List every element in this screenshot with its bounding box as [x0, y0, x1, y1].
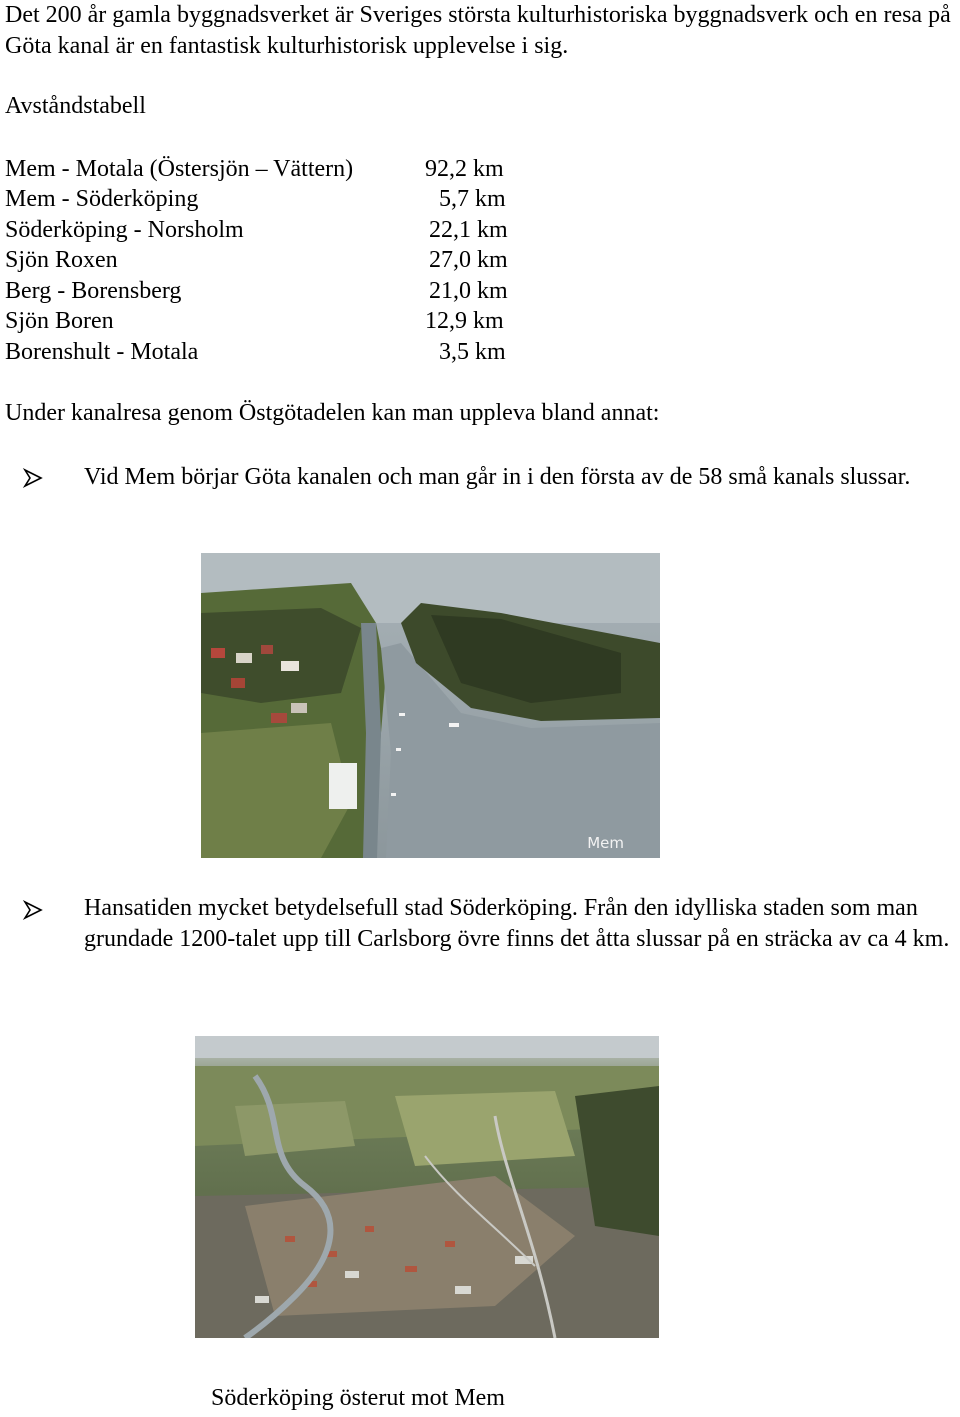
route-distance: 3,5 km	[439, 339, 506, 365]
intro-paragraph: Det 200 år gamla byggnadsverket är Sveriges största kulturhistoriska byggnadsverk och en resa på Göta kanal är en fantastisk kulturhistorisk upplevelse i sig.	[5, 2, 951, 59]
route-distance: 21,0 km	[429, 278, 508, 304]
mem-aerial-photo	[201, 553, 660, 858]
mem-photo-image	[201, 553, 660, 858]
route-distance: 22,1 km	[429, 217, 508, 243]
route-distance: 27,0 km	[429, 247, 508, 273]
route-distance: 12,9 km	[425, 308, 504, 334]
arrowhead-bullet-icon	[22, 899, 44, 921]
route-distance: 5,7 km	[439, 186, 506, 212]
route-name: Sjön Boren	[5, 308, 114, 334]
arrowhead-bullet-icon	[22, 467, 44, 489]
photo-caption: Söderköping österut mot Mem	[211, 1385, 505, 1411]
route-name: Sjön Roxen	[5, 247, 118, 273]
route-name: Mem - Söderköping	[5, 186, 199, 212]
distance-table-heading: Avståndstabell	[5, 93, 146, 119]
soderkoping-photo-image	[195, 1036, 659, 1338]
route-name: Borenshult - Motala	[5, 339, 199, 365]
route-name: Söderköping - Norsholm	[5, 217, 244, 243]
bullet-text: Hansatiden mycket betydelsefull stad Söderköping. Från den idylliska staden som man grundade 1200-talet upp till Carlsborg övre finns det åtta slussar på en sträcka av ca 4 km.	[84, 895, 950, 952]
under-heading: Under kanalresa genom Östgötadelen kan man uppleva bland annat:	[5, 400, 660, 426]
route-distance: 92,2 km	[425, 156, 504, 182]
mem-photo-label: Mem	[587, 834, 624, 852]
soderkoping-aerial-photo	[195, 1036, 659, 1338]
route-name: Mem - Motala (Östersjön – Vättern)	[5, 156, 354, 182]
route-name: Berg - Borensberg	[5, 278, 182, 304]
bullet-text: Vid Mem börjar Göta kanalen och man går in i den första av de 58 små kanals slussar.	[84, 464, 911, 490]
